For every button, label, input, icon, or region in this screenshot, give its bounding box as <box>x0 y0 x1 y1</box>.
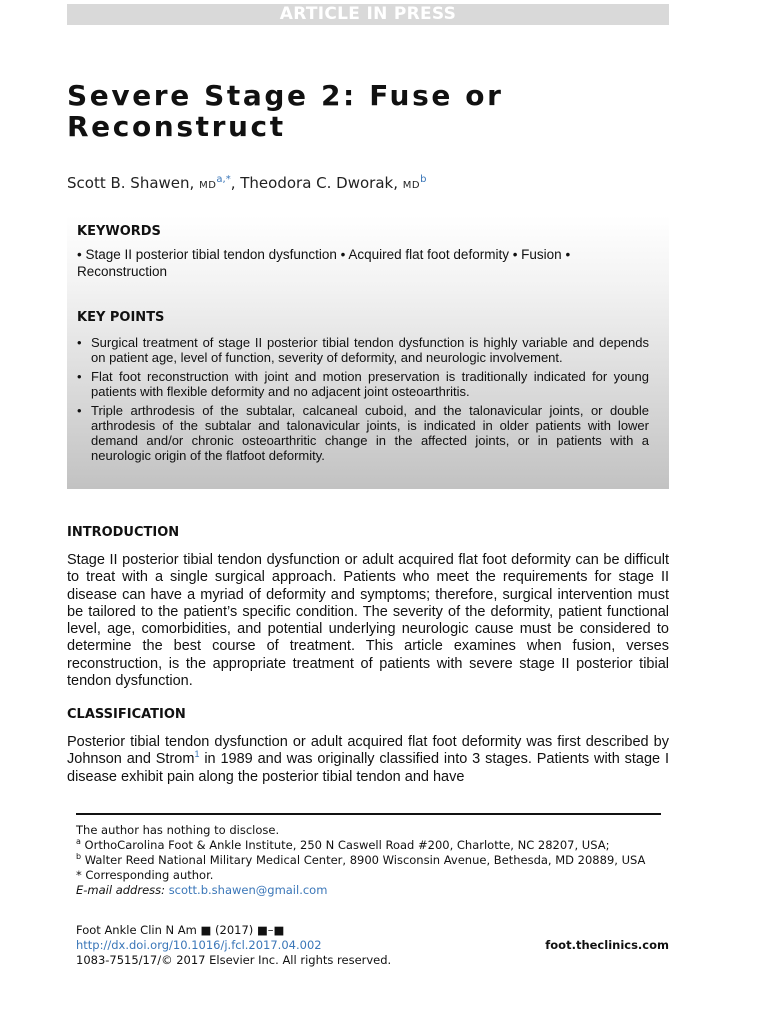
journal-info <box>76 923 669 968</box>
keywords-heading: KEYWORDS <box>77 224 161 239</box>
key-points-list <box>77 335 649 467</box>
introduction-paragraph: Stage II posterior tibial tendon dysfunction or adult acquired flat foot deformity can be difficult to treat with a single surgical approach. Patients who meet the requirements for stage II disease can have a myriad of deformity and symptoms; therefore, surgical intervention must be tailored to the patient’s specific condition. The severity of the deformity, patient functional level, age, comorbidities, and potential underlying neurologic cause must be considered to determine the best course of treatment. This article examines when fusion, verses reconstruction, is the appropriate treatment of patients with severe stage II posterior tibial tendon dysfunction. <box>67 552 669 690</box>
key-point-item <box>77 369 649 399</box>
affiliation-b-text: Walter Reed National Military Medical Center, 8900 Wisconsin Avenue, Bethesda, MD 20889, USA <box>81 853 646 867</box>
key-points-heading: KEY POINTS <box>77 310 165 325</box>
bullet-icon: • <box>77 335 82 350</box>
email-line <box>76 883 661 898</box>
doi-link[interactable]: http://dx.doi.org/10.1016/j.fcl.2017.04.002 <box>76 938 322 952</box>
title-line-2: Reconstruct <box>67 110 286 143</box>
introduction-heading: INTRODUCTION <box>67 525 180 540</box>
footnote-divider <box>76 813 661 815</box>
journal-website[interactable]: foot.theclinics.com <box>545 938 669 952</box>
bullet-icon: • <box>77 369 82 384</box>
author-1-name: Scott B. Shawen, <box>67 174 195 192</box>
journal-citation: Foot Ankle Clin N Am ■ (2017) ■–■ <box>76 923 285 937</box>
affiliation-b <box>76 853 661 868</box>
copyright-line: 1083-7515/17/© 2017 Elsevier Inc. All rights reserved. <box>76 953 392 967</box>
classification-text-2: in 1989 and was originally classified into 3 stages. Patients with stage I disease exhibit pain along the posterior tibial tendon and have <box>67 751 670 785</box>
key-point-text: Surgical treatment of stage II posterior tibial tendon dysfunction is highly variable and depends on patient age, level of function, severity of deformity, and neurologic involvement. <box>91 335 649 365</box>
author-2-name: Theodora C. Dworak, <box>240 174 398 192</box>
author-separator: , <box>230 174 241 192</box>
affiliation-a-mark: a <box>76 837 81 847</box>
affiliation-b-mark: b <box>76 852 82 862</box>
keywords-keypoints-box <box>67 216 669 489</box>
bullet-icon: • <box>77 403 82 418</box>
email-label: E-mail address: <box>76 883 166 897</box>
footnotes <box>76 823 661 898</box>
keywords-list: • Stage II posterior tibial tendon dysfunction • Acquired flat foot deformity • Fusion • Reconstruction <box>77 247 571 279</box>
author-1-degree: MD <box>199 180 217 191</box>
author-line <box>67 173 667 196</box>
disclosure-note: The author has nothing to disclose. <box>76 823 280 837</box>
key-point-text: Flat foot reconstruction with joint and motion preservation is traditionally indicated for young patients with flexible deformity and no adjacent joint osteoarthritis. <box>91 369 649 399</box>
author-2-affiliation-link[interactable]: b <box>420 174 427 185</box>
author-2-degree: MD <box>402 180 421 191</box>
classification-paragraph <box>67 734 669 786</box>
corresponding-author-note: * Corresponding author. <box>76 868 214 882</box>
affiliation-a <box>76 838 661 853</box>
classification-text-1: Posterior tibial tendon dysfunction or adult acquired flat foot deformity was first described by Johnson and Strom <box>67 734 669 768</box>
article-title <box>67 80 687 142</box>
key-point-item <box>77 335 649 365</box>
article-in-press-banner: ARTICLE IN PRESS <box>67 4 669 25</box>
classification-heading: CLASSIFICATION <box>67 707 186 722</box>
key-point-text: Triple arthrodesis of the subtalar, calcaneal cuboid, and the talonavicular joints, or double arthrodesis of the subtalar and talonavicular joints, is indicated in older patients with lower demand and/or chronic osteoarthritic change in the affected joints, or in patients with a neurologic origin of the flatfoot deformity. <box>91 403 649 463</box>
reference-1-link[interactable]: 1 <box>194 749 200 760</box>
author-1-affiliation-link[interactable]: a,* <box>216 174 231 185</box>
key-point-item <box>77 403 649 463</box>
email-link[interactable]: scott.b.shawen@gmail.com <box>168 883 328 897</box>
affiliation-a-text: OrthoCarolina Foot & Ankle Institute, 250 N Caswell Road #200, Charlotte, NC 28207, USA; <box>80 838 610 852</box>
title-line-1: Severe Stage 2: Fuse or <box>67 79 504 112</box>
